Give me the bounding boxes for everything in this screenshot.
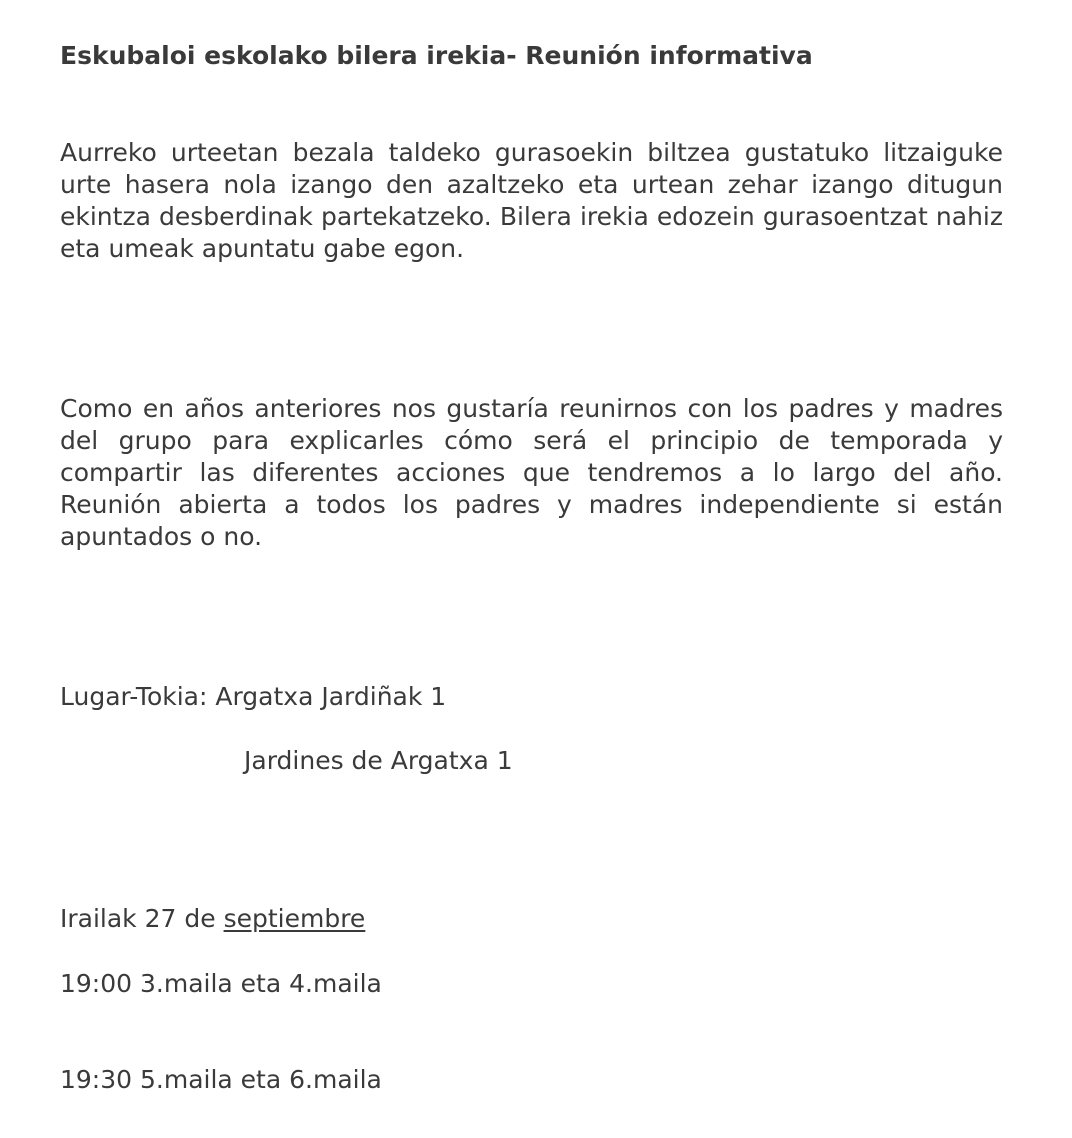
schedule-slot: 19:00 3.maila eta 4.maila bbox=[60, 969, 382, 998]
date-prefix: Irailak 27 de bbox=[60, 904, 224, 933]
paragraph-basque: Aurreko urteetan bezala taldeko gurasoekin biltzea gustatuko litzaiguke urte hasera nola izango den azaltzeko eta urtean zehar izango ditugun ekintza desberdinak partekatzeko. Bilera irekia edozein gurasoentzat nahiz eta umeak apuntatu gabe egon. bbox=[60, 138, 1003, 263]
meeting-date bbox=[60, 903, 365, 935]
paragraph-spanish: Como en años anteriores nos gustaría reunirnos con los padres y madres del grupo para explicarles cómo será el principio de temporada y compartir las diferentes acciones que tendremos a lo largo del año. Reunión abierta a todos los padres y madres independiente si están apuntados o no. bbox=[60, 394, 1003, 551]
location-alt: Jardines de Argatxa 1 bbox=[244, 746, 513, 775]
location-label: Lugar-Tokia: Argatxa Jardiñak 1 bbox=[60, 682, 447, 711]
document-title: Eskubaloi eskolako bilera irekia- Reunión informativa bbox=[60, 41, 813, 70]
date-month: septiembre bbox=[223, 904, 366, 933]
schedule-slot: 19:30 5.maila eta 6.maila bbox=[60, 1065, 382, 1094]
